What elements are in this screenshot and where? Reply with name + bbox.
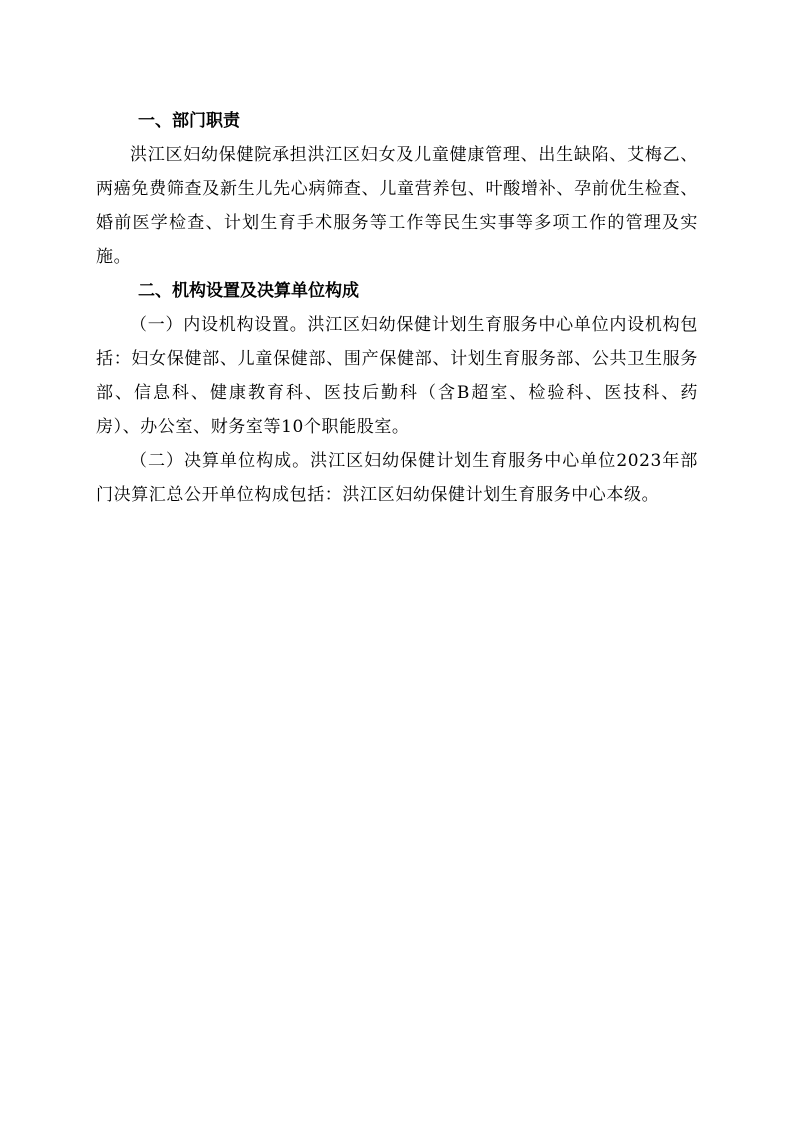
paragraph-internal-structure: （一）内设机构设置。洪江区妇幼保健计划生育服务中心单位内设机构包括：妇女保健部、儿童保健部、围产保健部、计划生育服务部、公共卫生服务部、信息科、健康教育科、医技后勤科（含B超室、检验科、医技科、药房）、办公室、财务室等10个职能股室。 (96, 315, 698, 437)
section-heading-organization: 二、机构设置及决算单位构成 (138, 281, 359, 301)
paragraph-budget-unit: （二）决算单位构成。洪江区妇幼保健计划生育服务中心单位2023年部门决算汇总公开单位构成包括：洪江区妇幼保健计划生育服务中心本级。 (96, 451, 698, 505)
paragraph-department-duties: 洪江区妇幼保健院承担洪江区妇女及儿童健康管理、出生缺陷、艾梅乙、两癌免费筛查及新生儿先心病筛查、儿童营养包、叶酸增补、孕前优生检查、婚前医学检查、计划生育手术服务等工作等民生实事等多项工作的管理及实施。 (96, 145, 698, 267)
document-body (96, 104, 698, 512)
section-heading-department-duties: 一、部门职责 (138, 111, 240, 131)
